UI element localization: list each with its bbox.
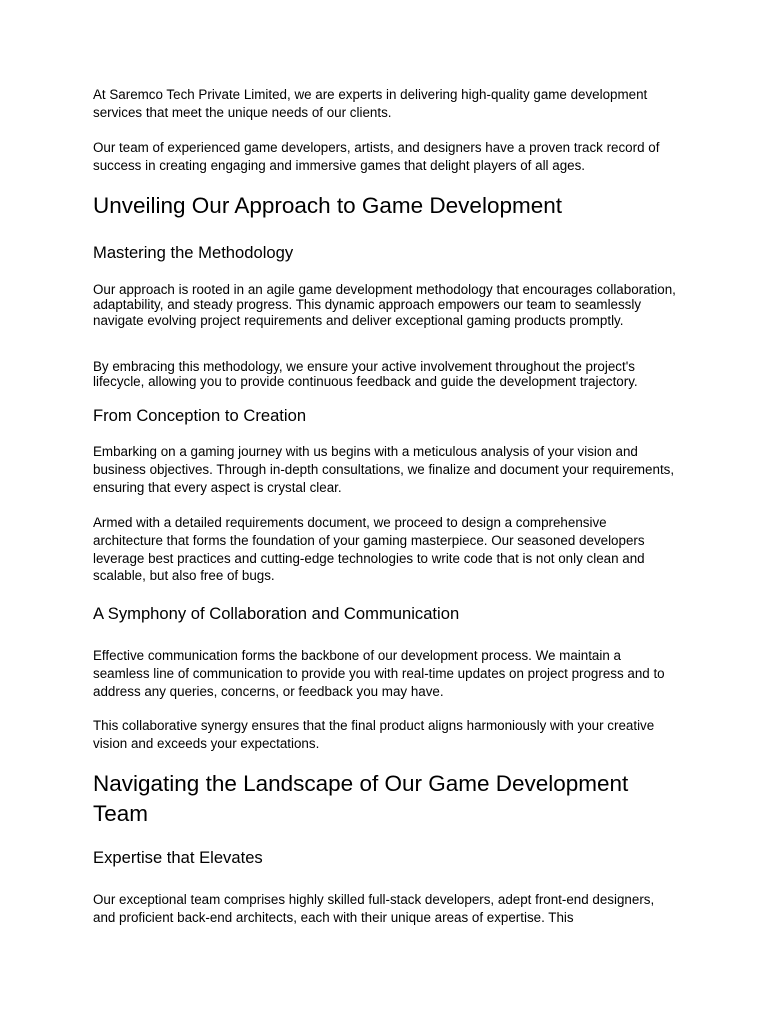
conception-paragraph-1: Embarking on a gaming journey with us begins with a meticulous analysis of your vision and business objectives. Through in-depth consultations, we finalize and document your requirements, ensuring that every aspect is crystal clear.	[93, 444, 675, 495]
intro-paragraph-2: Our team of experienced game developers, artists, and designers have a proven track record of success in creating engaging and immersive games that delight players of all ages.	[93, 140, 660, 173]
subsection-heading-collaboration: A Symphony of Collaboration and Communication	[93, 604, 460, 623]
methodology-paragraph-2: By embracing this methodology, we ensure your active involvement throughout the project's lifecycle, allowing you to provide continuous feedback and guide the development trajectory.	[93, 359, 638, 390]
subsection-heading-methodology: Mastering the Methodology	[93, 243, 294, 262]
intro-paragraph-1: At Saremco Tech Private Limited, we are experts in delivering high-quality game development services that meet the unique needs of our clients.	[93, 87, 648, 120]
subsection-heading-expertise: Expertise that Elevates	[93, 848, 263, 867]
section-heading-approach: Unveiling Our Approach to Game Development	[93, 193, 562, 218]
expertise-paragraph-1: Our exceptional team comprises highly skilled full-stack developers, adept front-end designers, and proficient back-end architects, each with their unique areas of expertise. This	[93, 892, 655, 925]
collaboration-paragraph-2: This collaborative synergy ensures that the final product aligns harmoniously with your creative vision and exceeds your expectations.	[93, 718, 655, 751]
conception-paragraph-2: Armed with a detailed requirements document, we proceed to design a comprehensive architecture that forms the foundation of your gaming masterpiece. Our seasoned developers leverage best practices and cutting-edge technologies to write code that is not only clean and scalable, but also free of bugs.	[93, 515, 645, 584]
subsection-heading-conception: From Conception to Creation	[93, 406, 307, 425]
methodology-paragraph-1: Our approach is rooted in an agile game development methodology that encourages collaboration, adaptability, and steady progress. This dynamic approach empowers our team to seamlessly navigate evolving project requirements and deliver exceptional gaming products promptly.	[93, 282, 676, 328]
collaboration-paragraph-1: Effective communication forms the backbone of our development process. We maintain a seamless line of communication to provide you with real-time updates on project progress and to address any queries, concerns, or feedback you may have.	[93, 648, 665, 699]
section-heading-team: Navigating the Landscape of Our Game Development Team	[93, 771, 629, 826]
